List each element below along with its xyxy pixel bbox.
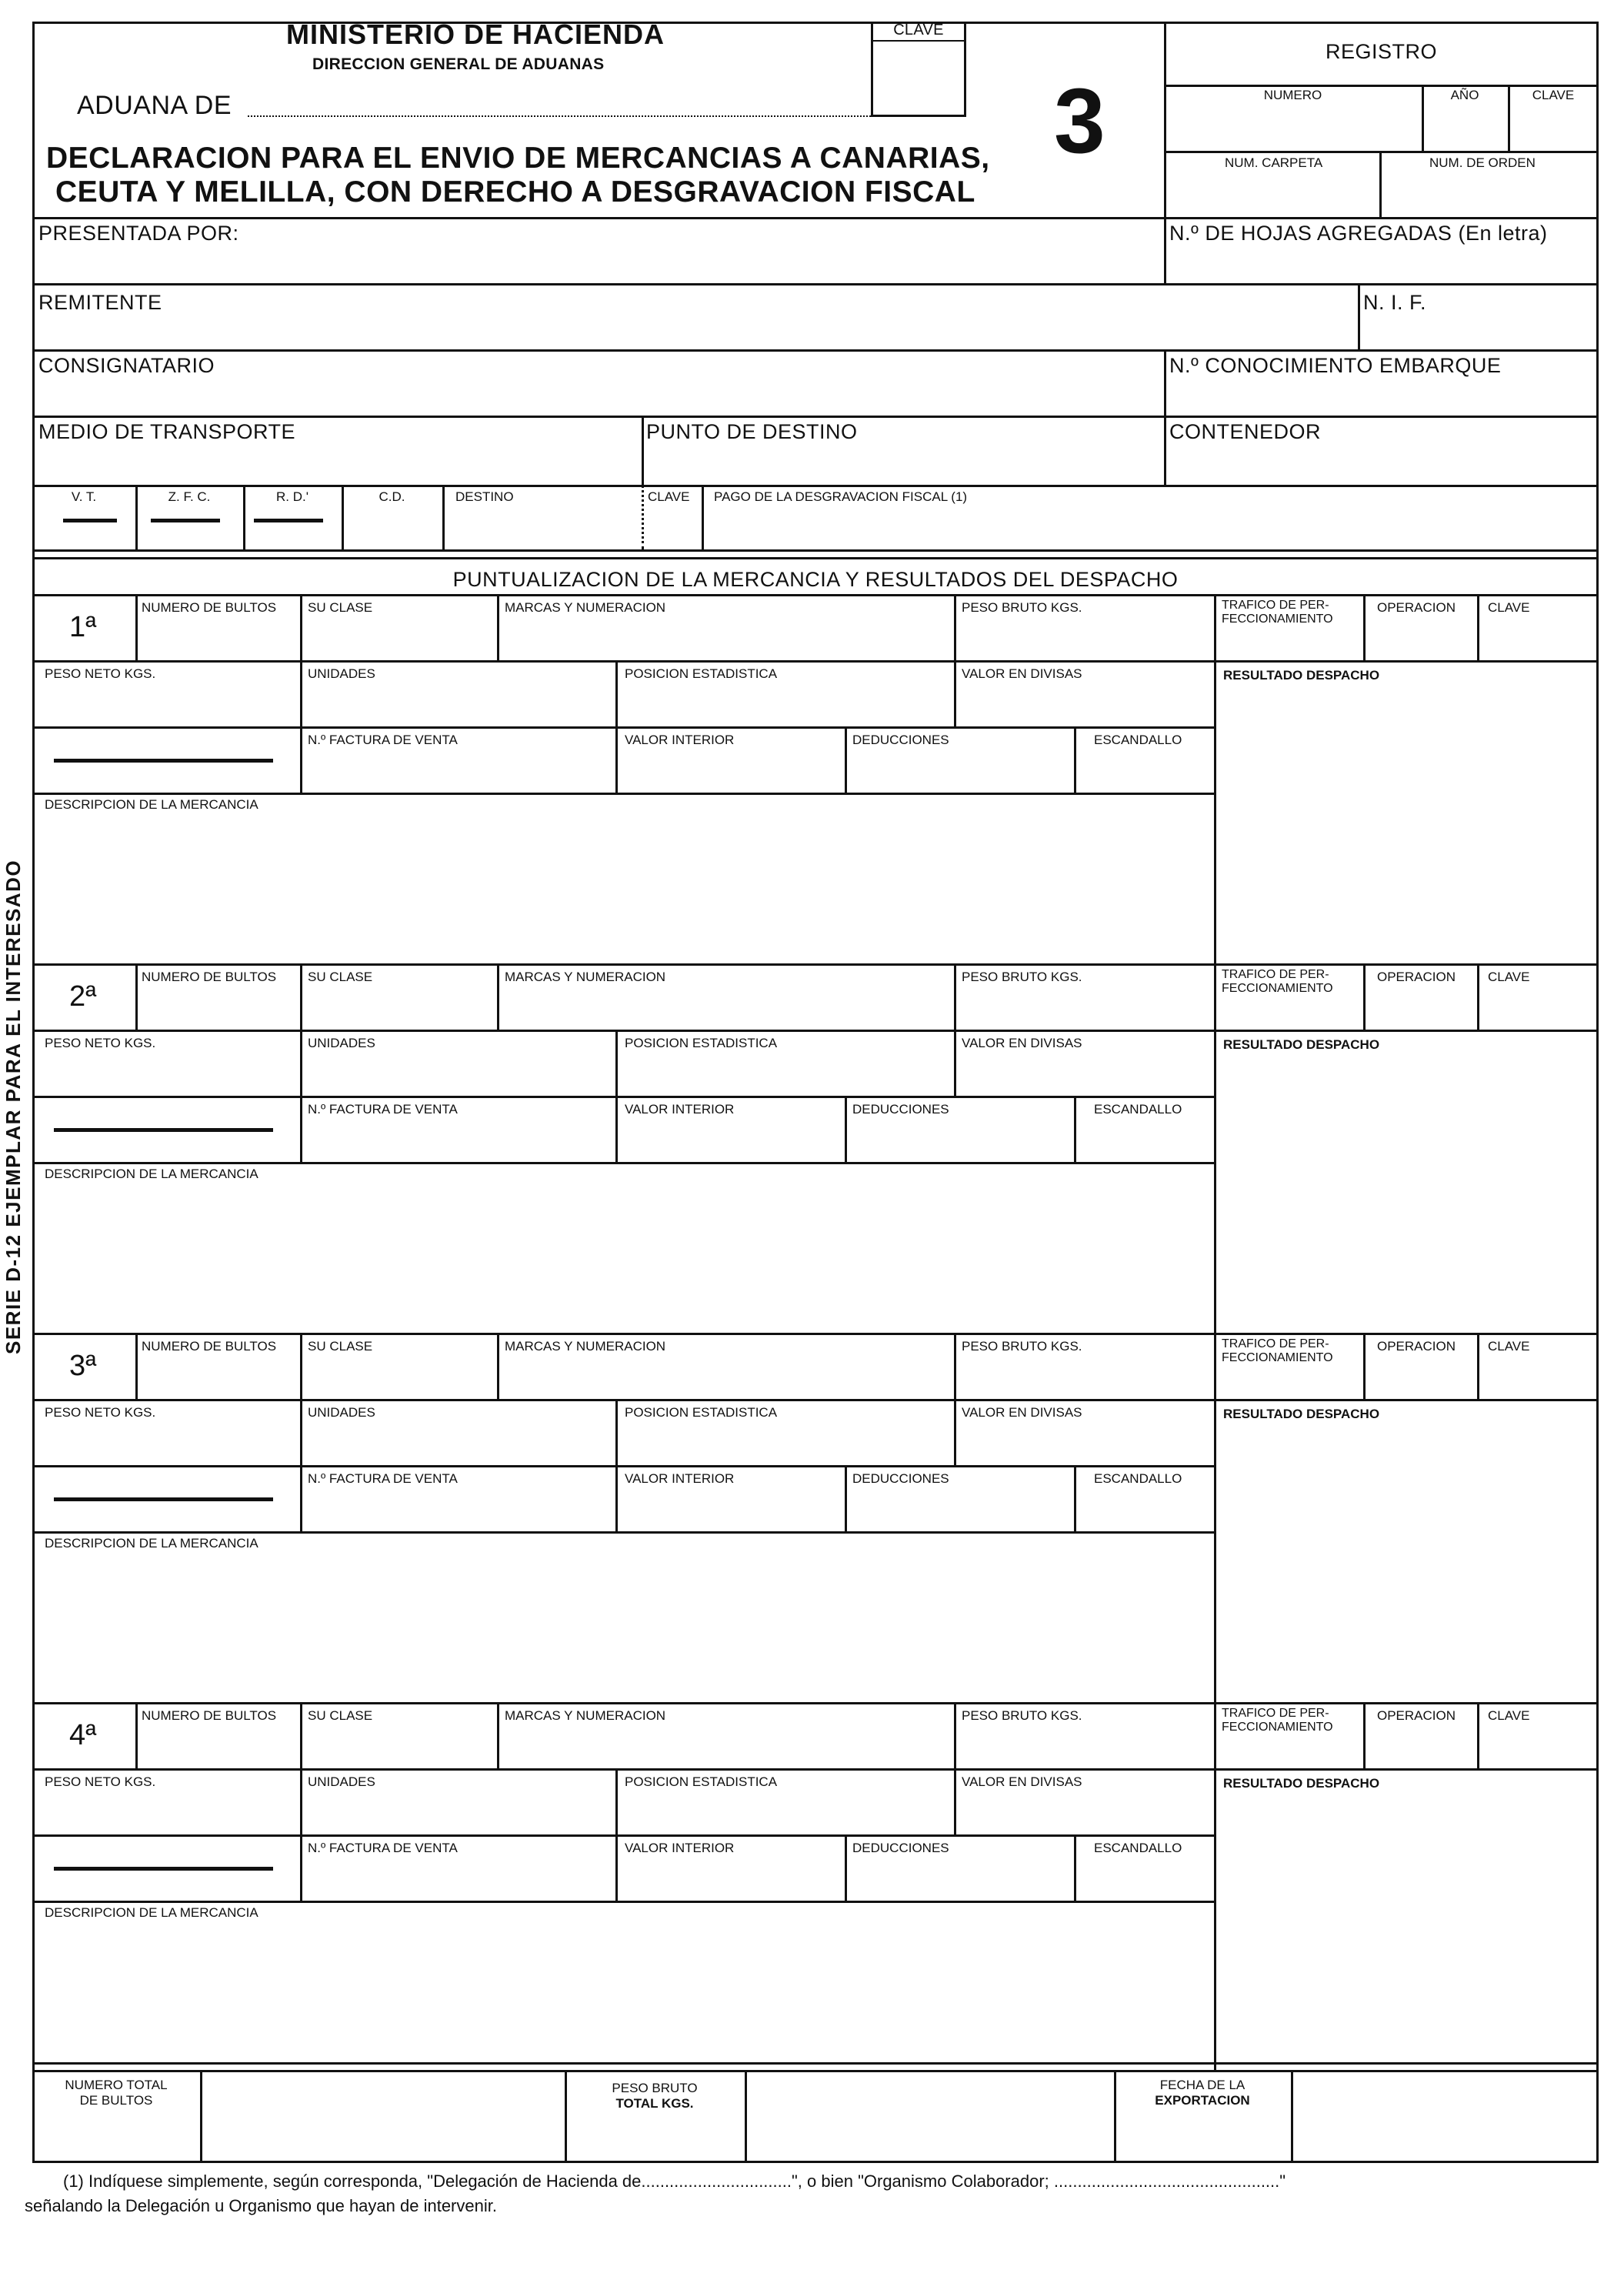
marcas-label: MARCAS Y NUMERACION [505,1339,666,1354]
deducciones-label: DEDUCCIONES [852,733,949,747]
factura-label: N.º FACTURA DE VENTA [308,733,458,747]
presentada-por-label: PRESENTADA POR: [38,222,239,245]
contenedor-label: CONTENEDOR [1169,420,1322,443]
numero-bultos-label: NUMERO DE BULTOS [142,1339,277,1354]
valor-interior-label: VALOR INTERIOR [625,1841,735,1855]
posicion-label: POSICION ESTADISTICA [625,1036,778,1050]
item-number: 2ª [69,980,97,1013]
peso-bruto-label: PESO BRUTO KGS. [962,600,1082,615]
peso-neto-label: PESO NETO KGS. [45,1405,156,1420]
vt-label: V. T. [71,489,97,504]
peso-neto-label: PESO NETO KGS. [45,1036,156,1050]
item-number: 4ª [69,1719,97,1751]
trafico-label-2: FECCIONAMIENTO [1222,982,1333,995]
form-frame [32,22,1599,2163]
zfc-label: Z. F. C. [168,489,211,504]
trafico-label-1: TRAFICO DE PER- [1222,1337,1329,1350]
unidades-label: UNIDADES [308,1036,375,1050]
hojas-agregadas-label: N.º DE HOJAS AGREGADAS (En letra) [1169,222,1548,245]
numero-bultos-label: NUMERO DE BULTOS [142,970,277,984]
aduana-field[interactable] [248,115,871,117]
su-clase-label: SU CLASE [308,1339,373,1354]
registro-title: REGISTRO [1325,40,1437,63]
numero-bultos-label: NUMERO DE BULTOS [142,600,277,615]
item-number: 1ª [69,611,97,643]
valor-divisas-label: VALOR EN DIVISAS [962,1774,1082,1789]
form-title-line1: DECLARACION PARA EL ENVIO DE MERCANCIAS A CANARIAS, [46,142,990,175]
resultado-label: RESULTADO DESPACHO [1223,1037,1380,1052]
clave-label: CLAVE [893,22,944,38]
factura-label: N.º FACTURA DE VENTA [308,1841,458,1855]
registro-ano-label: AÑO [1450,88,1479,102]
consignatario-label: CONSIGNATARIO [38,354,215,377]
form-title-line2: CEUTA Y MELILLA, CON DERECHO A DESGRAVACION FISCAL [55,175,975,209]
escandallo-label: ESCANDALLO [1094,1471,1182,1486]
total-bultos-label-2: DE BULTOS [79,2093,153,2108]
ministry-title: MINISTERIO DE HACIENDA [286,18,665,50]
trafico-label-1: TRAFICO DE PER- [1222,599,1329,612]
destino-label: DESTINO [455,489,514,504]
puntualizacion-title: PUNTUALIZACION DE LA MERCANCIA Y RESULTADOS DEL DESPACHO [452,568,1179,591]
punto-destino-label: PUNTO DE DESTINO [646,420,858,443]
operacion-label: OPERACION [1377,600,1456,615]
escandallo-label: ESCANDALLO [1094,1102,1182,1117]
valor-divisas-label: VALOR EN DIVISAS [962,666,1082,681]
trafico-label-2: FECCIONAMIENTO [1222,613,1333,626]
descripcion-label: DESCRIPCION DE LA MERCANCIA [45,1167,258,1181]
valor-divisas-label: VALOR EN DIVISAS [962,1405,1082,1420]
resultado-label: RESULTADO DESPACHO [1223,1407,1380,1421]
peso-bruto-label: PESO BRUTO KGS. [962,1708,1082,1723]
marcas-label: MARCAS Y NUMERACION [505,1708,666,1723]
remitente-label: REMITENTE [38,291,162,314]
posicion-label: POSICION ESTADISTICA [625,1405,778,1420]
direction-title: DIRECCION GENERAL DE ADUANAS [312,55,605,73]
peso-total-label-2: TOTAL KGS. [615,2096,694,2111]
posicion-label: POSICION ESTADISTICA [625,1774,778,1789]
item-number: 3ª [69,1350,97,1382]
escandallo-label: ESCANDALLO [1094,1841,1182,1855]
medio-transporte-label: MEDIO DE TRANSPORTE [38,420,296,443]
unidades-label: UNIDADES [308,1405,375,1420]
conocimiento-label: N.º CONOCIMIENTO EMBARQUE [1169,354,1502,377]
total-bultos-label-1: NUMERO TOTAL [65,2078,168,2092]
clave-label-item: CLAVE [1488,970,1530,984]
operacion-label: OPERACION [1377,1708,1456,1723]
clave-label-item: CLAVE [1488,1339,1530,1354]
footnote-line1: (1) Indíquese simplemente, según corresponda, "Delegación de Hacienda de................................", o bien "Organismo Colaborador; ................................................" [63,2172,1286,2191]
operacion-label: OPERACION [1377,1339,1456,1354]
pago-label: PAGO DE LA DESGRAVACION FISCAL (1) [714,489,968,504]
side-series-label: SERIE D-12 EJEMPLAR PARA EL INTERESADO [2,859,25,1354]
trafico-label-2: FECCIONAMIENTO [1222,1721,1333,1734]
clave-label-item: CLAVE [1488,1708,1530,1723]
peso-neto-label: PESO NETO KGS. [45,1774,156,1789]
num-carpeta-label: NUM. CARPETA [1225,155,1323,170]
deducciones-label: DEDUCCIONES [852,1841,949,1855]
valor-interior-label: VALOR INTERIOR [625,733,735,747]
factura-label: N.º FACTURA DE VENTA [308,1102,458,1117]
marcas-label: MARCAS Y NUMERACION [505,600,666,615]
form-number: 3 [1054,69,1105,172]
clave-label-item: CLAVE [1488,600,1530,615]
deducciones-label: DEDUCCIONES [852,1471,949,1486]
rd-label: R. D.' [276,489,308,504]
operacion-label: OPERACION [1377,970,1456,984]
valor-divisas-label: VALOR EN DIVISAS [962,1036,1082,1050]
peso-neto-label: PESO NETO KGS. [45,666,156,681]
peso-bruto-label: PESO BRUTO KGS. [962,1339,1082,1354]
su-clase-label: SU CLASE [308,600,373,615]
su-clase-label: SU CLASE [308,1708,373,1723]
footnote-line2: señalando la Delegación u Organismo que hayan de intervenir. [25,2196,497,2215]
numero-bultos-label: NUMERO DE BULTOS [142,1708,277,1723]
registro-numero-label: NUMERO [1263,88,1322,102]
valor-interior-label: VALOR INTERIOR [625,1471,735,1486]
resultado-label: RESULTADO DESPACHO [1223,1776,1380,1791]
posicion-label: POSICION ESTADISTICA [625,666,778,681]
fecha-label-2: EXPORTACION [1155,2093,1250,2108]
cd-label: C.D. [378,489,405,504]
escandallo-label: ESCANDALLO [1094,733,1182,747]
su-clase-label: SU CLASE [308,970,373,984]
factura-label: N.º FACTURA DE VENTA [308,1471,458,1486]
descripcion-label: DESCRIPCION DE LA MERCANCIA [45,1905,258,1920]
trafico-label-2: FECCIONAMIENTO [1222,1351,1333,1364]
num-orden-label: NUM. DE ORDEN [1429,155,1536,170]
resultado-label: RESULTADO DESPACHO [1223,668,1380,683]
nif-label: N. I. F. [1363,291,1427,314]
fecha-label-1: FECHA DE LA [1159,2078,1246,2092]
deducciones-label: DEDUCCIONES [852,1102,949,1117]
unidades-label: UNIDADES [308,666,375,681]
descripcion-label: DESCRIPCION DE LA MERCANCIA [45,1536,258,1551]
valor-interior-label: VALOR INTERIOR [625,1102,735,1117]
trafico-label-1: TRAFICO DE PER- [1222,1707,1329,1720]
aduana-label: ADUANA DE [77,91,232,120]
clave-label-2: CLAVE [648,489,690,504]
peso-bruto-label: PESO BRUTO KGS. [962,970,1082,984]
registro-clave-label: CLAVE [1532,88,1575,102]
marcas-label: MARCAS Y NUMERACION [505,970,666,984]
descripcion-label: DESCRIPCION DE LA MERCANCIA [45,797,258,812]
peso-total-label-1: PESO BRUTO [612,2081,698,2095]
unidades-label: UNIDADES [308,1774,375,1789]
trafico-label-1: TRAFICO DE PER- [1222,968,1329,981]
